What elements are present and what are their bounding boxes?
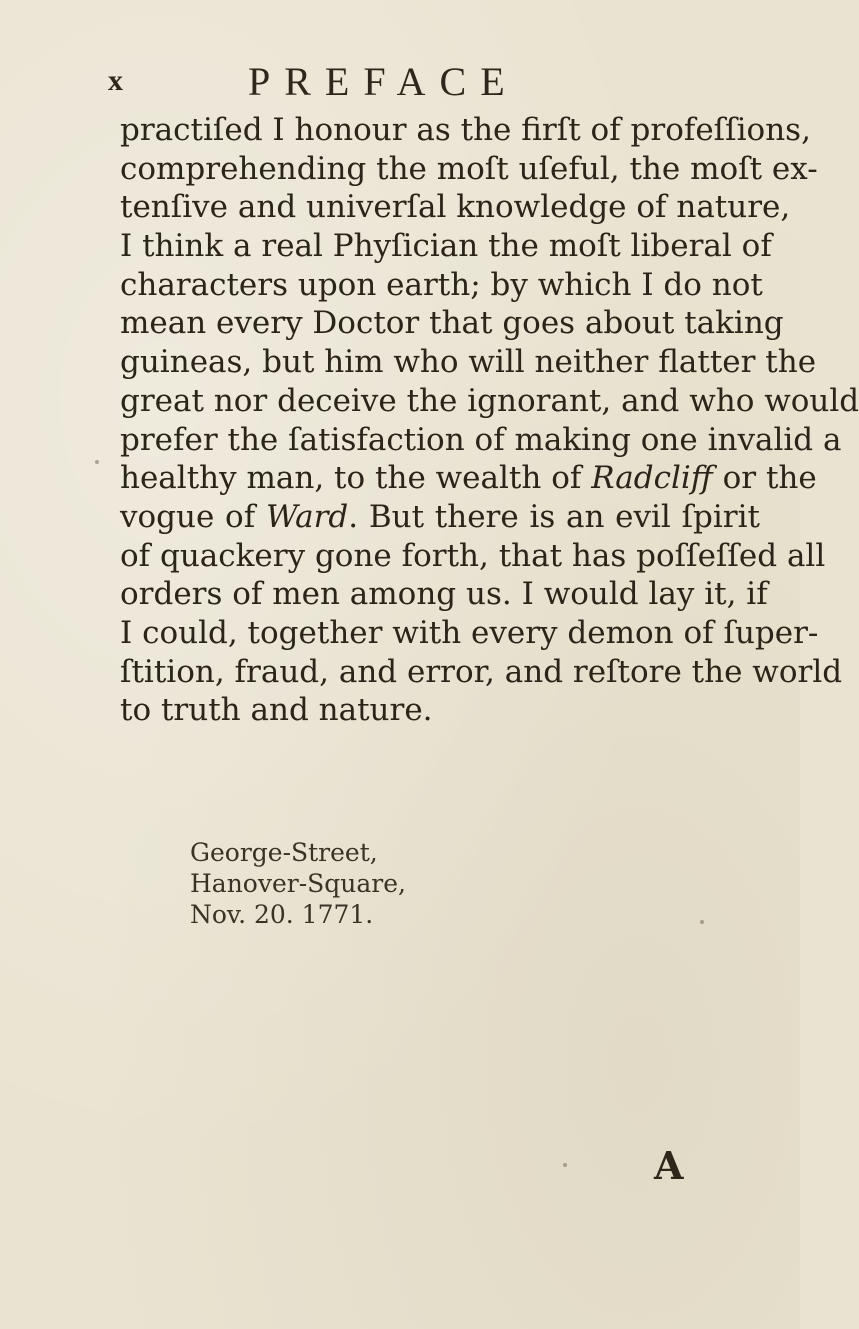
text-line: practiſed I honour as the firſt of profeſſions, bbox=[120, 112, 811, 148]
text-line: healthy man, to the wealth of Radcliff or the bbox=[120, 460, 817, 497]
paper-speck bbox=[563, 1163, 567, 1167]
signature-marker: x bbox=[108, 64, 123, 97]
text-line: ſtition, fraud, and error, and reſtore the world bbox=[120, 653, 843, 690]
signature-street: George-Street, bbox=[190, 838, 378, 867]
text-line: great nor deceive the ignorant, and who would bbox=[120, 382, 859, 419]
text-line: tenſive and univerſal knowledge of nature, bbox=[120, 189, 791, 226]
text-line: I could, together with every demon of ſuper- bbox=[120, 614, 819, 651]
signature-block bbox=[190, 837, 406, 930]
text-line: vogue of Ward. But there is an evil ſpirit bbox=[120, 498, 761, 535]
text-line: I think a real Phyſician the moſt liberal of bbox=[120, 228, 772, 265]
text-line: characters upon earth; by which I do not bbox=[120, 266, 763, 303]
text-line: of quackery gone forth, that has poſſeſſed all bbox=[120, 537, 826, 574]
text-line: to truth and nature. bbox=[120, 692, 433, 729]
preface-body bbox=[120, 111, 859, 730]
text-line: guineas, but him who will neither flatter the bbox=[120, 344, 817, 381]
paper-speck bbox=[700, 920, 704, 924]
page-title: PREFACE bbox=[248, 59, 519, 104]
signature-square: Hanover-Square, bbox=[190, 869, 407, 898]
paper-speck bbox=[95, 460, 99, 464]
text-line: comprehending the moſt uſeful, the moſt ex- bbox=[120, 150, 818, 187]
text-line: prefer the ſatisfaction of making one invalid a bbox=[120, 421, 842, 458]
signature-date: Nov. 20. 1771. bbox=[190, 900, 374, 929]
text-line: orders of men among us. I would lay it, if bbox=[120, 576, 768, 613]
catchword: A bbox=[654, 1143, 684, 1188]
text-line: mean every Doctor that goes about taking bbox=[120, 305, 784, 342]
